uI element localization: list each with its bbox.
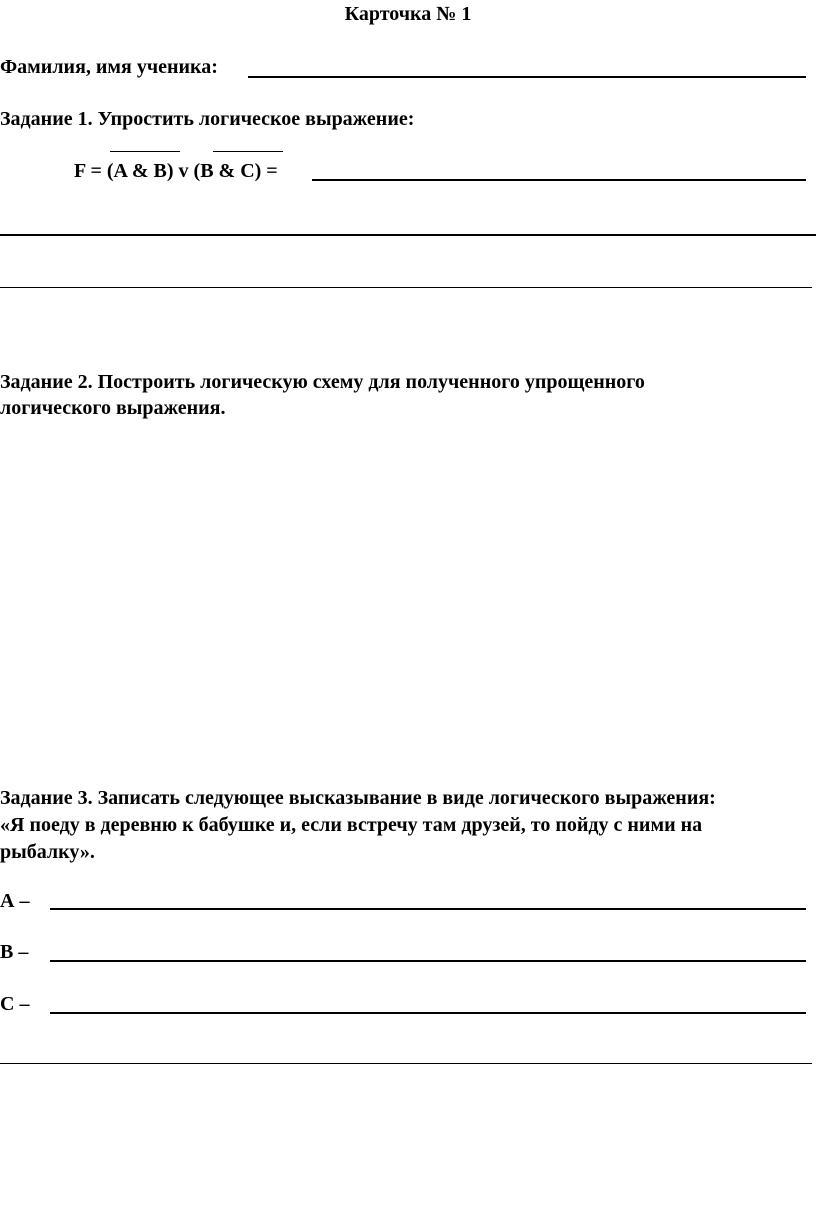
task1-heading: Задание 1. Упростить логическое выражение:	[0, 108, 415, 130]
card-title: Карточка № 1	[344, 3, 472, 25]
variable-c-line[interactable]	[50, 1012, 806, 1014]
negation-bar-b-c	[213, 151, 283, 152]
variable-a-label: А –	[0, 890, 30, 912]
negation-bar-a-b	[110, 151, 180, 152]
task1-answer-line-3[interactable]	[0, 287, 812, 288]
task1-answer-line[interactable]	[312, 179, 806, 181]
expression-answer-line[interactable]	[0, 1063, 812, 1064]
student-name-line[interactable]	[248, 76, 806, 78]
task1-answer-line-2[interactable]	[0, 234, 816, 236]
task3-text-line1: Задание 3. Записать следующее высказывание в виде логического выражения:	[0, 787, 716, 809]
variable-b-label: В –	[0, 941, 29, 963]
task3-text-line2: «Я поеду в деревню к бабушке и, если встречу там друзей, то пойду с ними на	[0, 814, 703, 836]
variable-b-line[interactable]	[50, 960, 806, 962]
student-name-label: Фамилия, имя ученика:	[0, 56, 218, 78]
task1-formula: F = (A & B) v (B & C) =	[74, 160, 278, 182]
task2-text-line1: Задание 2. Построить логическую схему для полученного упрощенного	[0, 371, 645, 393]
variable-c-label: С –	[0, 993, 30, 1015]
task2-text-line2: логического выражения.	[0, 397, 226, 419]
variable-a-line[interactable]	[50, 908, 806, 910]
task3-text-line3: рыбалку».	[0, 841, 95, 863]
